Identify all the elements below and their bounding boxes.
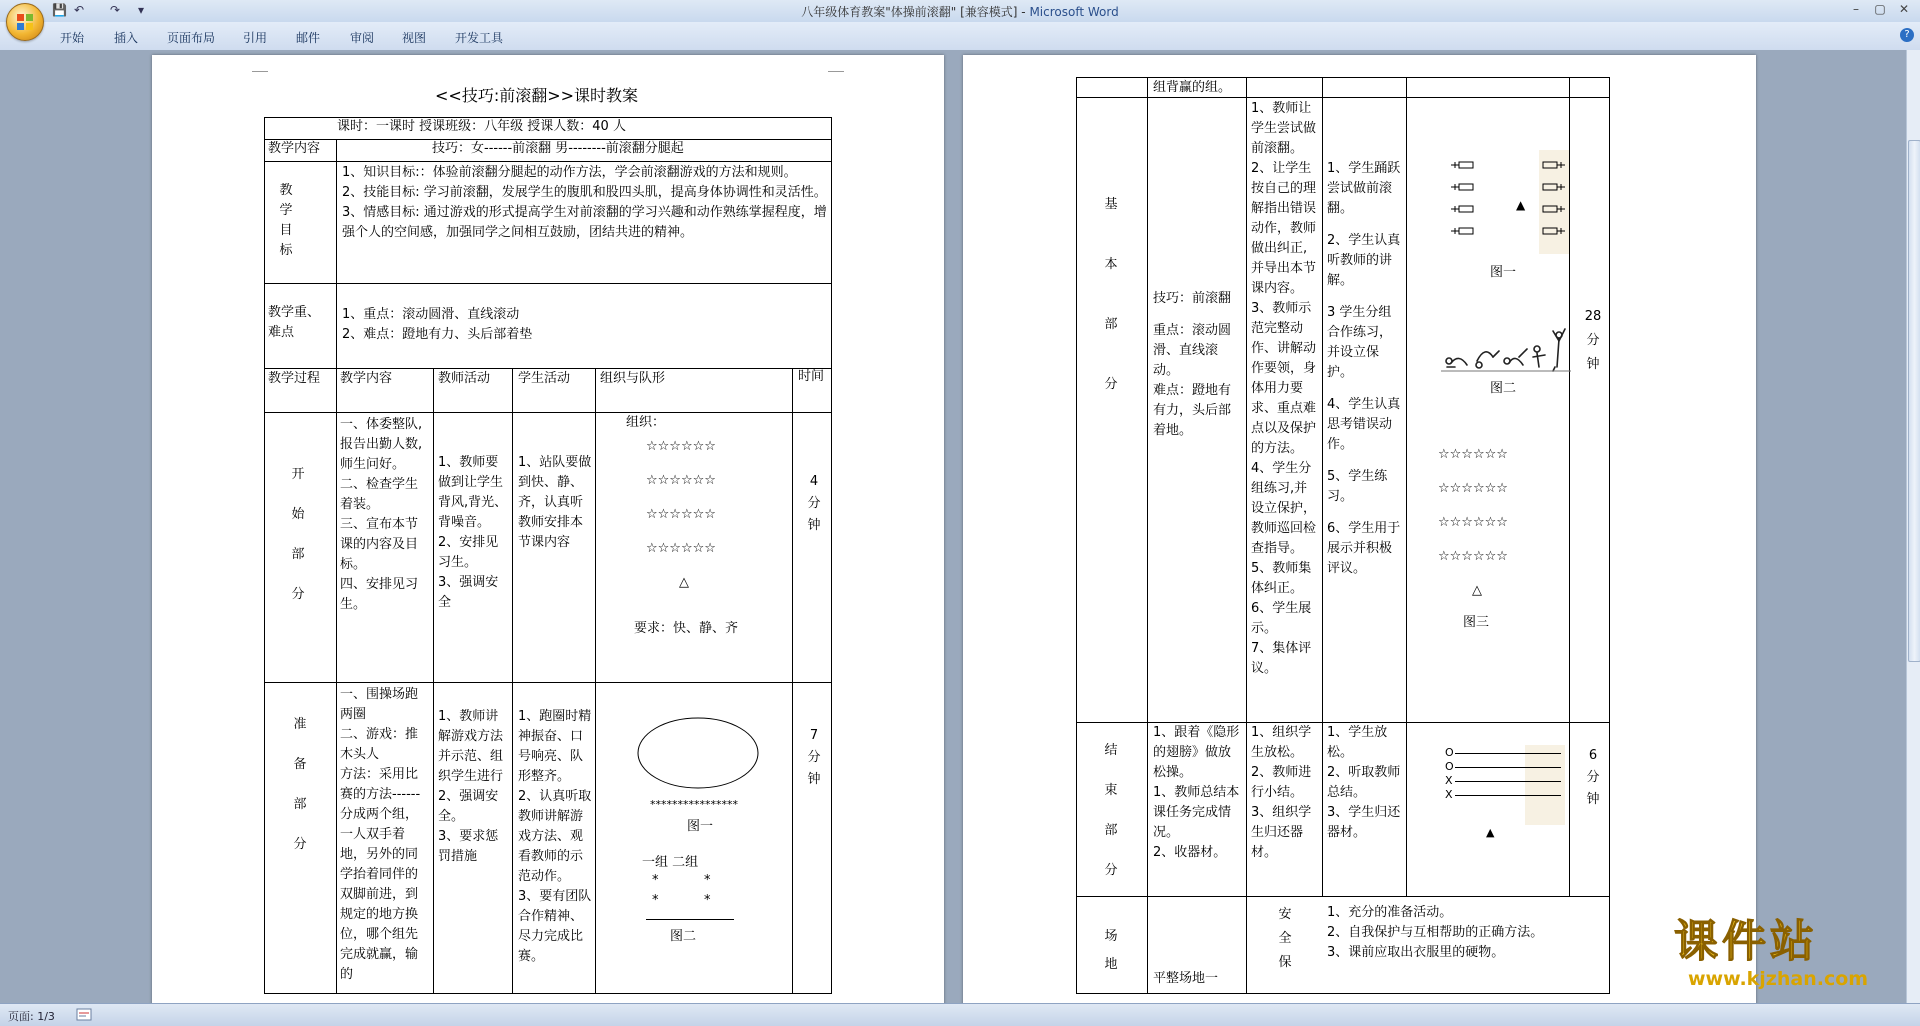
star-row: ☆☆☆☆☆☆ xyxy=(646,439,716,454)
document-page-2 xyxy=(963,55,1756,1003)
start-teacher: 1、教师要做到让学生背风,背光、背噪音。 2、安排见习生。 3、强调安全 xyxy=(438,455,508,610)
office-logo-icon xyxy=(16,13,34,31)
quick-undo-icon[interactable]: ↶ xyxy=(74,3,85,17)
mat-formation-diagram xyxy=(1451,150,1571,260)
legend-o: O xyxy=(1445,760,1454,773)
table-border xyxy=(1076,993,1610,994)
document-page-1 xyxy=(152,55,944,1003)
table-border xyxy=(595,368,596,993)
table-border xyxy=(1246,77,1247,993)
kjzhan-watermark-logo: 课件站 www.kjzhan.com xyxy=(1674,916,1869,990)
start-time: 4 分 钟 xyxy=(807,474,821,533)
legend-mat-area xyxy=(1525,745,1565,825)
document-canvas xyxy=(0,50,1906,1003)
end-content: 1、跟着《隐形的翅膀》做放松操。 1、教师总结本课任务完成情况。 2、收器材。 xyxy=(1153,725,1240,860)
key-points: 1、重点：滚动圆滑、直线滚动 2、难点：蹬地有力、头后部着垫 xyxy=(342,307,533,342)
margin-mark xyxy=(828,61,844,72)
start-label: 开 始 部 分 xyxy=(291,467,305,602)
tab-references[interactable]: 引用 xyxy=(243,31,268,45)
end-label: 结 束 部 分 xyxy=(1104,743,1118,878)
lesson-info: 课时：一课时 授课班级：八年级 授课人数：40 人 xyxy=(337,119,626,134)
fig-one-caption: 图一 xyxy=(1490,265,1517,280)
safety-list: 1、充分的准备活动。 2、自我保护与互相帮助的正确方法。 3、课前应取出衣服里的硬物。 xyxy=(1327,905,1544,960)
table-border xyxy=(1076,896,1610,897)
teacher-marker-icon: ▲ xyxy=(1486,826,1495,839)
venue-text: 平整场地一 xyxy=(1153,971,1219,986)
header-student: 学生活动 xyxy=(518,371,571,386)
basic-time: 28 分 钟 xyxy=(1584,309,1602,372)
table-border xyxy=(1076,97,1610,98)
table-border xyxy=(1322,77,1323,896)
table-border xyxy=(512,368,513,993)
venue-label: 场 地 xyxy=(1104,929,1118,972)
basic-label: 基 本 部 分 xyxy=(1104,197,1118,392)
star-row: ☆☆☆☆☆☆ xyxy=(646,541,716,556)
star-row: ☆☆☆☆☆☆ xyxy=(1438,515,1508,530)
table-border xyxy=(264,117,832,118)
tab-mailings[interactable]: 邮件 xyxy=(296,31,321,45)
office-button[interactable] xyxy=(6,3,44,41)
end-teacher: 1、组织学生放松。 2、教师进行小结。 3、组织学生归还器材。 xyxy=(1251,725,1312,860)
fig1-stars: **************** xyxy=(650,798,738,811)
fig-two-caption: 图二 xyxy=(1490,381,1517,396)
tab-page-layout[interactable]: 页面布局 xyxy=(167,31,216,45)
header-process: 教学过程 xyxy=(268,371,321,386)
star-row: ☆☆☆☆☆☆ xyxy=(1438,549,1508,564)
content-value: 技巧：女------前滚翻 男--------前滚翻分腿起 xyxy=(432,141,684,156)
star-row: ☆☆☆☆☆☆ xyxy=(1438,481,1508,496)
safety-label: 安 全 保 xyxy=(1278,907,1292,970)
status-bar xyxy=(0,1003,1920,1026)
tab-view[interactable]: 视图 xyxy=(402,31,427,45)
header-teacher: 教师活动 xyxy=(438,371,491,386)
table-border xyxy=(1609,77,1610,993)
table-border xyxy=(1406,77,1407,896)
content-label: 教学内容 xyxy=(268,141,321,156)
header-time: 时间 xyxy=(798,369,824,384)
end-student: 1、学生放松。 2、听取教师总结。 3、学生归还器材。 xyxy=(1327,725,1401,840)
quick-access-more-icon[interactable]: ▾ xyxy=(138,3,145,17)
ribbon-tabs xyxy=(0,22,1920,51)
formation-line xyxy=(1455,753,1561,754)
star-row: ☆☆☆☆☆☆ xyxy=(1438,447,1508,462)
proofing-icon[interactable] xyxy=(76,1008,92,1021)
teacher-marker-icon: ▲ xyxy=(1516,198,1526,212)
page-title: <<技巧:前滚翻>>课时教案 xyxy=(435,86,639,105)
tab-home[interactable]: 开始 xyxy=(60,31,85,45)
table-border xyxy=(792,368,793,993)
header-content: 教学内容 xyxy=(340,371,393,386)
key-label: 教学重、难点 xyxy=(268,305,321,340)
star-row: ☆☆☆☆☆☆ xyxy=(646,507,716,522)
quick-redo-icon[interactable]: ↷ xyxy=(110,3,121,17)
end-time: 6 分 钟 xyxy=(1586,748,1600,807)
groups-label: 一组 二组 xyxy=(642,855,699,870)
finish-line xyxy=(646,919,734,920)
table-border xyxy=(264,161,832,162)
table-border xyxy=(264,139,832,140)
help-icon[interactable]: ? xyxy=(1900,28,1914,42)
minimize-button[interactable]: – xyxy=(1853,2,1859,16)
tab-review[interactable]: 审阅 xyxy=(350,31,375,45)
start-content: 一、体委整队,报告出勤人数,师生问好。 二、检查学生着装。 三、宣布本节课的内容及目标。 四、安排见习生。 xyxy=(340,417,423,612)
legend-x: X xyxy=(1445,774,1453,787)
group-marker: * xyxy=(704,873,711,888)
formation-line xyxy=(1455,767,1561,768)
close-button[interactable]: ✕ xyxy=(1898,2,1910,16)
tab-insert[interactable]: 插入 xyxy=(114,31,139,45)
table-border xyxy=(264,117,265,993)
maximize-button[interactable]: ▢ xyxy=(1874,2,1886,16)
fig-three-caption: 图三 xyxy=(1463,615,1490,630)
prep-content: 一、围操场跑两圈 二、游戏：推木头人 方法：采用比赛的方法------分成两个组，一人双手着地，另外的同学抬着同伴的双脚前进，到规定的地方换位，哪个组先完成就赢，输的 xyxy=(340,687,421,982)
title-bar xyxy=(0,0,1920,22)
group-marker: * xyxy=(652,873,659,888)
fig1-caption: 图一 xyxy=(687,819,714,834)
fig2-caption: 图二 xyxy=(670,929,697,944)
track-oval-diagram xyxy=(636,715,760,791)
star-row: ☆☆☆☆☆☆ xyxy=(646,473,716,488)
table-border xyxy=(264,368,832,369)
prep-time: 7 分 钟 xyxy=(807,728,821,787)
table-border xyxy=(264,412,832,413)
goals-list: 1、知识目标:：体验前滚翻分腿起的动作方法，学会前滚翻游戏的方法和规则。 2、技能目标: 学习前滚翻，发展学生的腹肌和股四头肌，提高身体协调性和灵活性。 3、情感目标: 通过游戏的形式提高学生对前滚翻的学习兴趣和动作熟练掌握程度，增强个人的空间感，加强同学之间相互鼓励，团结共进的精神。 xyxy=(342,165,827,240)
formation-line xyxy=(1455,795,1561,796)
basic-content: 技巧：前滚翻 重点：滚动圆滑、直线滚动。 难点：蹬地有有力，头后部着地。 xyxy=(1153,291,1232,438)
margin-mark xyxy=(252,61,268,72)
org-title: 组织： xyxy=(626,415,666,430)
window-title: 八年级体育教案"体操前滚翻" [兼容模式] - Microsoft Word xyxy=(801,5,1119,19)
group-marker: * xyxy=(704,893,711,908)
legend-o: O xyxy=(1445,746,1454,759)
prep-teacher: 1、教师讲解游戏方法并示范、组织学生进行 2、强调安全。 3、要求惩罚措施 xyxy=(438,709,504,864)
table-border xyxy=(264,283,832,284)
forward-roll-sequence-illustration xyxy=(1441,327,1571,373)
requirement: 要求：快、静、齐 xyxy=(634,621,739,636)
page-indicator[interactable]: 页面: 1/3 xyxy=(8,1010,55,1023)
header-organization: 组织与队形 xyxy=(600,371,666,386)
table-border xyxy=(433,368,434,993)
formation-line xyxy=(1455,781,1561,782)
table-border xyxy=(264,993,832,994)
group-marker: * xyxy=(652,893,659,908)
top-row-text: 组背赢的组。 xyxy=(1153,80,1232,95)
table-border xyxy=(831,117,832,993)
teacher-triangle-icon: △ xyxy=(679,575,689,590)
table-border xyxy=(336,139,337,993)
basic-teacher: 1、教师让学生尝试做前滚翻。 2、让学生按自己的理解指出错误动作，教师做出纠正,并导出本节课内容。 3、教师示范完整动作、讲解动作要领，身体用力要求、重点难点以及保护的方法。 4、学生分组练习,并设立保护，教师巡回检查指导。 5、教师集体纠正。 6、学生展示。 7、集体评议。 xyxy=(1251,101,1317,676)
basic-student: 1、学生踊跃尝试做前滚翻。 2、学生认真听教师的讲解。 3 学生分组合作练习，并设立保护。 4、学生认真思考错误动作。 5、学生练习。 6、学生用于展示并积极评议。 xyxy=(1327,161,1401,576)
teacher-triangle-icon: △ xyxy=(1472,583,1482,598)
vertical-scrollbar[interactable] xyxy=(1906,50,1920,1003)
table-border xyxy=(264,682,832,683)
table-border xyxy=(1147,77,1148,993)
prep-label: 准 备 部 分 xyxy=(293,717,307,852)
tab-developer[interactable]: 开发工具 xyxy=(455,31,504,45)
goals-label: 教 学 目 标 xyxy=(279,183,293,258)
quick-save-icon[interactable]: 💾 xyxy=(52,3,67,17)
scrollbar-thumb[interactable] xyxy=(1908,140,1920,662)
start-student: 1、站队要做到快、静、齐，认真听教师安排本节课内容 xyxy=(518,455,592,550)
prep-student: 1、跑圈时精神振奋、口号响亮、队形整齐。 2、认真听取教师讲解游戏方法、观看教师的示范动作。 3、要有团队合作精神、尽力完成比赛。 xyxy=(518,709,592,964)
table-border xyxy=(1076,77,1610,78)
legend-x: X xyxy=(1445,788,1453,801)
table-border xyxy=(1076,77,1077,993)
